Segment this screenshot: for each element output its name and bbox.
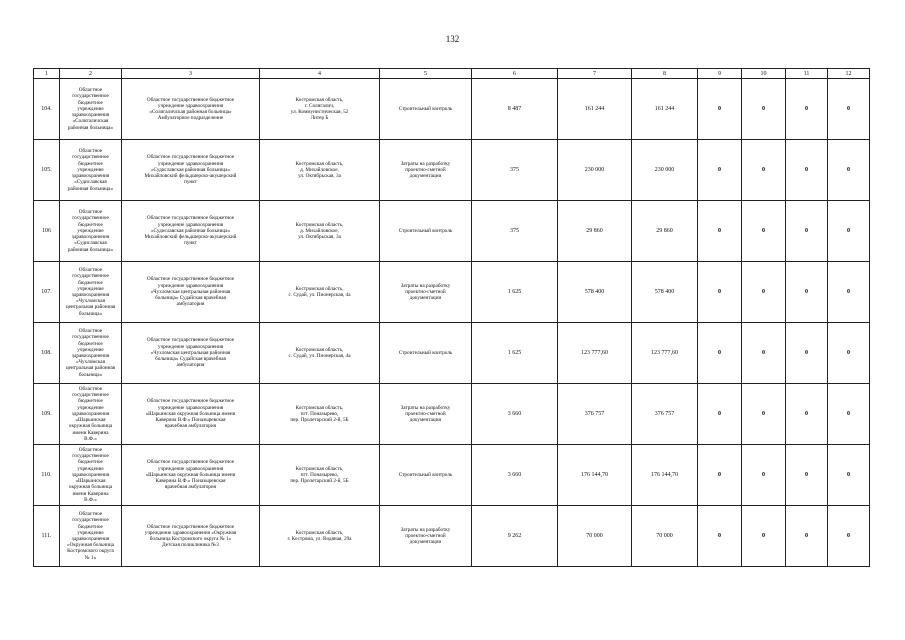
row-number-cell: 110.: [34, 445, 60, 506]
organization-cell: Областное государственное бюджетное учреждение здравоохранения «Шарьинская окружная больница имени Каверина В.Ф.»: [60, 445, 122, 506]
amount-col10-cell: 0: [742, 140, 786, 201]
amount-col8-cell: 161 244: [632, 79, 698, 140]
address-cell: Костромская область, пгт. Поназырево, пер. Пролетарский 2-й, 5Б: [260, 445, 380, 506]
table-row: [34, 506, 870, 567]
amount-col6-cell: 375: [472, 201, 558, 262]
amount-col6-cell: 8 487: [472, 79, 558, 140]
amount-col7-cell: 376 757: [558, 384, 632, 445]
amount-col8-cell: 29 860: [632, 201, 698, 262]
organization-cell: Областное государственное бюджетное учреждение здравоохранения «Солигаличская районная больница»: [60, 79, 122, 140]
header-cell: 12: [828, 69, 870, 79]
amount-col9-cell: 0: [698, 384, 742, 445]
table-row: [34, 262, 870, 323]
amount-col11-cell: 0: [786, 79, 828, 140]
address-cell: Костромская область, д. Михайловское, ул. Октябрьская, 3а: [260, 201, 380, 262]
organization-cell: Областное государственное бюджетное учреждение здравоохранения «Шарьинская окружная больница имени Каверина В.Ф.»: [60, 384, 122, 445]
amount-col8-cell: 123 777,60: [632, 323, 698, 384]
object-name-cell: Областное государственное бюджетное учреждение здравоохранения «Солигаличская районная больница» Амбулаторное подразделение: [122, 79, 260, 140]
row-number-cell: 107.: [34, 262, 60, 323]
amount-col8-cell: 176 144,70: [632, 445, 698, 506]
amount-col11-cell: 0: [786, 506, 828, 567]
header-cell: 2: [60, 69, 122, 79]
address-cell: Костромская область, с. Судай, ул. Пионерская, 4а: [260, 323, 380, 384]
amount-col7-cell: 123 777,60: [558, 323, 632, 384]
amount-col6-cell: 3 660: [472, 384, 558, 445]
amount-col11-cell: 0: [786, 445, 828, 506]
address-cell: Костромская область, пгт. Поназырево, пер. Пролетарский 2-й, 5Б: [260, 384, 380, 445]
amount-col7-cell: 230 000: [558, 140, 632, 201]
work-type-cell: Затраты на разработку проектно-сметной документации: [380, 506, 472, 567]
row-number-cell: 104.: [34, 79, 60, 140]
address-cell: Костромская область, д. Михайловское, ул. Октябрьская, 3а: [260, 140, 380, 201]
row-number-cell: 108.: [34, 323, 60, 384]
amount-col6-cell: 1 625: [472, 262, 558, 323]
amount-col8-cell: 578 400: [632, 262, 698, 323]
amount-col11-cell: 0: [786, 201, 828, 262]
table-row: [34, 445, 870, 506]
amount-col10-cell: 0: [742, 323, 786, 384]
organization-cell: Областное государственное бюджетное учреждение здравоохранения «Судиславская районная больница»: [60, 201, 122, 262]
object-name-cell: Областное государственное бюджетное учреждение здравоохранения «Чухломская центральная районная больница» Судайская врачебная амбулатория: [122, 262, 260, 323]
object-name-cell: Областное государственное бюджетное учреждение здравоохранения «Окружная больница Костромского округа № 1» Детская поликлиника №3: [122, 506, 260, 567]
organization-cell: Областное государственное бюджетное учреждение здравоохранения «Чухломская центральная районная больница»: [60, 262, 122, 323]
header-cell: 8: [632, 69, 698, 79]
work-type-cell: Строительный контроль: [380, 79, 472, 140]
amount-col9-cell: 0: [698, 262, 742, 323]
amount-col12-cell: 0: [828, 140, 870, 201]
investment-table: [33, 68, 870, 567]
table-row: [34, 384, 870, 445]
amount-col11-cell: 0: [786, 384, 828, 445]
amount-col9-cell: 0: [698, 79, 742, 140]
address-cell: Костромская область, г. Солигалич, ул. Коммунистическая, 52 Литер Б: [260, 79, 380, 140]
amount-col6-cell: 1 625: [472, 323, 558, 384]
table-row: [34, 79, 870, 140]
amount-col10-cell: 0: [742, 506, 786, 567]
amount-col12-cell: 0: [828, 445, 870, 506]
header-row: [34, 69, 870, 79]
amount-col9-cell: 0: [698, 445, 742, 506]
header-cell: 3: [122, 69, 260, 79]
amount-col8-cell: 376 757: [632, 384, 698, 445]
amount-col11-cell: 0: [786, 323, 828, 384]
amount-col7-cell: 578 400: [558, 262, 632, 323]
header-cell: 5: [380, 69, 472, 79]
amount-col6-cell: 9 262: [472, 506, 558, 567]
amount-col12-cell: 0: [828, 506, 870, 567]
amount-col12-cell: 0: [828, 79, 870, 140]
amount-col7-cell: 176 144,70: [558, 445, 632, 506]
amount-col12-cell: 0: [828, 323, 870, 384]
amount-col9-cell: 0: [698, 323, 742, 384]
amount-col9-cell: 0: [698, 140, 742, 201]
organization-cell: Областное государственное бюджетное учреждение здравоохранения «Чухломская центральная районная больница»: [60, 323, 122, 384]
amount-col6-cell: 375: [472, 140, 558, 201]
object-name-cell: Областное государственное бюджетное учреждение здравоохранения «Шарьинская окружная больница имени Каверина В.Ф.» Поназыревская врачебная амбулатория: [122, 445, 260, 506]
amount-col9-cell: 0: [698, 506, 742, 567]
header-cell: 7: [558, 69, 632, 79]
amount-col9-cell: 0: [698, 201, 742, 262]
row-number-cell: 111.: [34, 506, 60, 567]
address-cell: Костромская область, с. Судай, ул. Пионерская, 4а: [260, 262, 380, 323]
table-row: [34, 140, 870, 201]
table-row: [34, 323, 870, 384]
row-number-cell: 109.: [34, 384, 60, 445]
amount-col10-cell: 0: [742, 384, 786, 445]
organization-cell: Областное государственное бюджетное учреждение здравоохранения «Окружная больница Костромского округа № 1»: [60, 506, 122, 567]
amount-col10-cell: 0: [742, 445, 786, 506]
amount-col12-cell: 0: [828, 262, 870, 323]
amount-col11-cell: 0: [786, 140, 828, 201]
amount-col8-cell: 70 000: [632, 506, 698, 567]
work-type-cell: Затраты на разработку проектно-сметной документации: [380, 384, 472, 445]
amount-col12-cell: 0: [828, 201, 870, 262]
amount-col10-cell: 0: [742, 262, 786, 323]
amount-col7-cell: 29 860: [558, 201, 632, 262]
header-cell: 4: [260, 69, 380, 79]
object-name-cell: Областное государственное бюджетное учреждение здравоохранения «Судиславская районная больница» Михайловский фельдшерско-акушерский пункт: [122, 140, 260, 201]
header-cell: 10: [742, 69, 786, 79]
header-cell: 1: [34, 69, 60, 79]
work-type-cell: Затраты на разработку проектно-сметной документации: [380, 140, 472, 201]
address-cell: Костромская область, г. Кострома, ул. Водяная, 29а: [260, 506, 380, 567]
amount-col12-cell: 0: [828, 384, 870, 445]
header-cell: 11: [786, 69, 828, 79]
amount-col8-cell: 230 000: [632, 140, 698, 201]
header-cell: 9: [698, 69, 742, 79]
work-type-cell: Затраты на разработку проектно-сметной документации: [380, 262, 472, 323]
object-name-cell: Областное государственное бюджетное учреждение здравоохранения «Шарьинская окружная больница имени Каверина В.Ф.» Поназыревская врачебная амбулатория: [122, 384, 260, 445]
amount-col10-cell: 0: [742, 79, 786, 140]
work-type-cell: Строительный контроль: [380, 201, 472, 262]
object-name-cell: Областное государственное бюджетное учреждение здравоохранения «Судиславская районная больница» Михайловский фельдшерско-акушерский пункт: [122, 201, 260, 262]
row-number-cell: 106: [34, 201, 60, 262]
work-type-cell: Строительный контроль: [380, 445, 472, 506]
page-number: 132: [445, 34, 460, 44]
amount-col7-cell: 70 000: [558, 506, 632, 567]
table-row: [34, 201, 870, 262]
row-number-cell: 105.: [34, 140, 60, 201]
work-type-cell: Строительный контроль: [380, 323, 472, 384]
amount-col11-cell: 0: [786, 262, 828, 323]
header-cell: 6: [472, 69, 558, 79]
object-name-cell: Областное государственное бюджетное учреждение здравоохранения «Чухломская центральная районная больница» Судайская врачебная амбулатория: [122, 323, 260, 384]
amount-col7-cell: 161 244: [558, 79, 632, 140]
amount-col10-cell: 0: [742, 201, 786, 262]
amount-col6-cell: 3 660: [472, 445, 558, 506]
organization-cell: Областное государственное бюджетное учреждение здравоохранения «Судиславская районная больница»: [60, 140, 122, 201]
